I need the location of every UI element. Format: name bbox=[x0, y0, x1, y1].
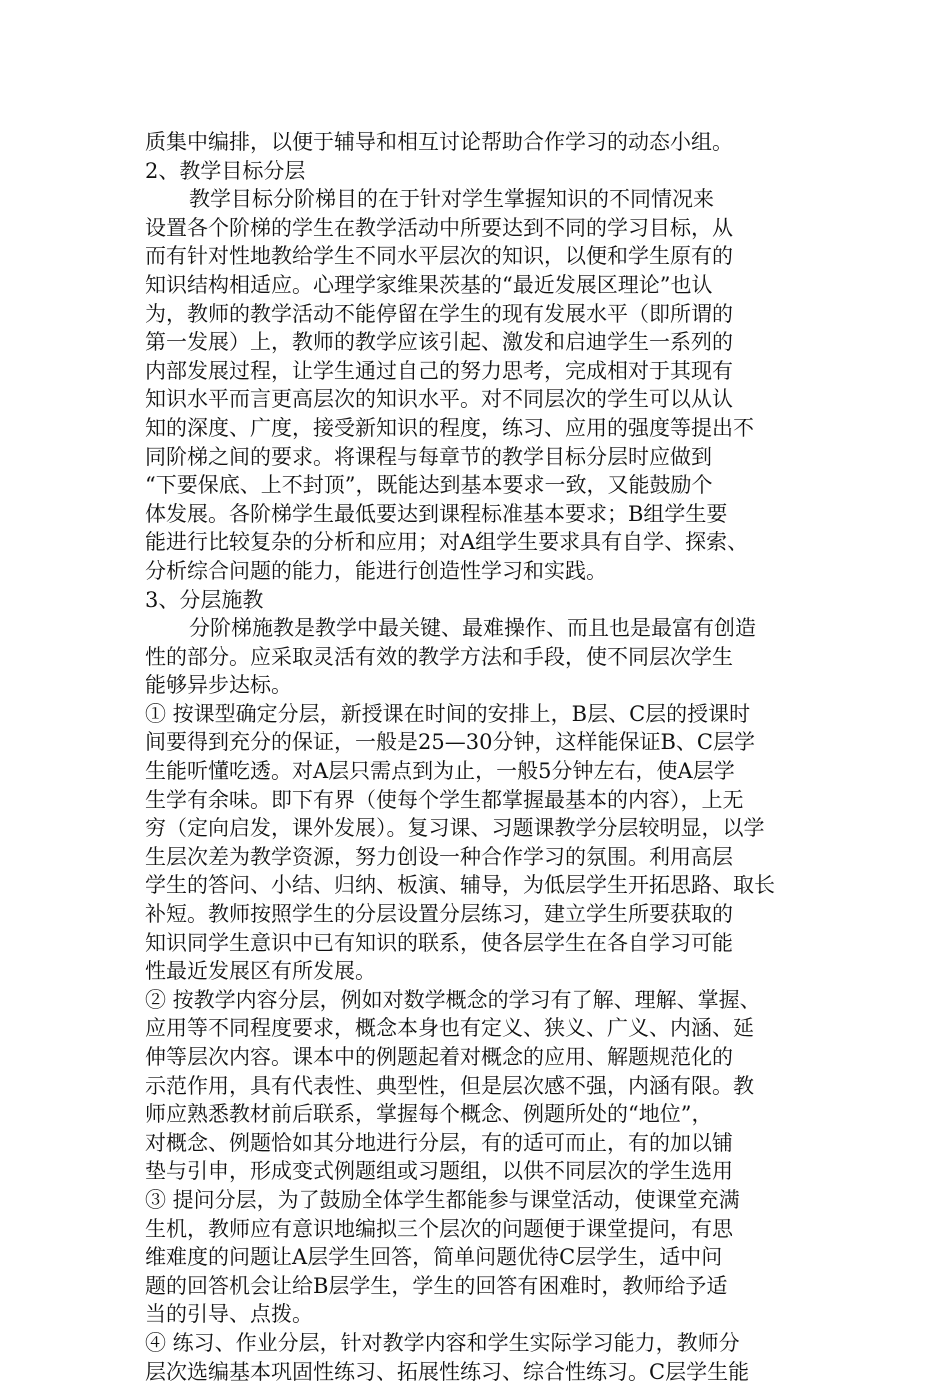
paragraph-line: 能进行比较复杂的分析和应用；对A组学生要求具有自学、探索、 bbox=[145, 530, 749, 555]
document-body bbox=[145, 128, 815, 1386]
list-item-line: 生能听懂吃透。对A层只需点到为止，一般5分钟左右，使A层学 bbox=[145, 759, 735, 784]
paragraph-line: 教学目标分阶梯目的在于针对学生掌握知识的不同情况来 bbox=[189, 187, 714, 212]
list-item-line: 维难度的问题让A层学生回答，简单问题优待C层学生，适中问 bbox=[145, 1245, 723, 1270]
list-item-line: ② 按教学内容分层，例如对数学概念的学习有了解、理解、掌握、 bbox=[145, 987, 761, 1012]
paragraph-line: 能够异步达标。 bbox=[145, 673, 292, 698]
list-item-line: 性最近发展区有所发展。 bbox=[145, 959, 376, 984]
list-item-line: 生学有余味。即下有界（使每个学生都掌握最基本的内容），上无 bbox=[145, 787, 744, 812]
paragraph-line: 知的深度、广度，接受新知识的程度，练习、应用的强度等提出不 bbox=[145, 415, 754, 440]
list-item-line: 应用等不同程度要求，概念本身也有定义、狭义、广义、内涵、延 bbox=[145, 1016, 754, 1041]
paragraph-line: 分阶梯施教是教学中最关键、最难操作、而且也是最富有创造 bbox=[189, 616, 756, 641]
list-item-line: 穷（定向启发，课外发展）。复习课、习题课教学分层较明显，以学 bbox=[145, 816, 765, 841]
list-item-line: 对概念、例题恰如其分地进行分层，有的适可而止，有的加以铺 bbox=[145, 1130, 733, 1155]
paragraph-line: 内部发展过程，让学生通过自己的努力思考，完成相对于其现有 bbox=[145, 358, 733, 383]
paragraph-line: 为，教师的教学活动不能停留在学生的现有发展水平（即所谓的 bbox=[145, 301, 733, 326]
paragraph-line: 而有针对性地教给学生不同水平层次的知识，以便和学生原有的 bbox=[145, 244, 733, 269]
list-item-line: ④ 练习、作业分层，针对教学内容和学生实际学习能力，教师分 bbox=[145, 1330, 740, 1355]
list-item-line: 生层次差为教学资源，努力创设一种合作学习的氛围。利用高层 bbox=[145, 844, 733, 869]
list-item-line: ① 按课型确定分层，新授课在时间的安排上，B层、C层的授课时 bbox=[145, 701, 751, 726]
paragraph-line: 设置各个阶梯的学生在教学活动中所要达到不同的学习目标，从 bbox=[145, 215, 733, 240]
paragraph-line: 质集中编排，以便于辅导和相互讨论帮助合作学习的动态小组。 bbox=[145, 130, 733, 154]
list-item-line: 层次选编基本巩固性练习、拓展性练习、综合性练习。C层学生能 bbox=[145, 1359, 750, 1384]
list-item-line: 示范作用，具有代表性、典型性，但是层次感不强，内涵有限。教 bbox=[145, 1073, 754, 1098]
list-item-line: 知识同学生意识中已有知识的联系，使各层学生在各自学习可能 bbox=[145, 930, 733, 955]
paragraph-line: 第一发展）上，教师的教学应该引起、激发和启迪学生一系列的 bbox=[145, 330, 733, 355]
paragraph-line: 体发展。各阶梯学生最低要达到课程标准基本要求；B组学生要 bbox=[145, 501, 728, 526]
section-heading: 3、分层施教 bbox=[145, 587, 264, 612]
paragraph-line: 同阶梯之间的要求。将课程与每章节的教学目标分层时应做到 bbox=[145, 444, 712, 469]
list-item-line: ③ 提问分层，为了鼓励全体学生都能参与课堂活动，使课堂充满 bbox=[145, 1187, 740, 1212]
section-heading: 2、教学目标分层 bbox=[145, 158, 306, 183]
list-item-line: 当的引导、点拨。 bbox=[145, 1302, 313, 1327]
list-item-line: 学生的答问、小结、归纳、板演、辅导，为低层学生开拓思路、取长 bbox=[145, 873, 775, 898]
list-item-line: 生机，教师应有意识地编拟三个层次的问题便于课堂提问，有思 bbox=[145, 1216, 733, 1241]
paragraph-line: “下要保底、上不封顶”，既能达到基本要求一致，又能鼓励个 bbox=[145, 473, 713, 498]
list-item-line: 间要得到充分的保证，一般是25—30分钟，这样能保证B、C层学 bbox=[145, 730, 755, 755]
paragraph-line: 知识水平而言更高层次的知识水平。对不同层次的学生可以从认 bbox=[145, 387, 733, 412]
paragraph-line: 知识结构相适应。心理学家维果茨基的“最近发展区理论”也认 bbox=[145, 272, 713, 297]
paragraph-line: 性的部分。应采取灵活有效的教学方法和手段，使不同层次学生 bbox=[145, 644, 733, 669]
list-item-line: 题的回答机会让给B层学生，学生的回答有困难时，教师给予适 bbox=[145, 1273, 728, 1298]
list-item-line: 师应熟悉教材前后联系，掌握每个概念、例题所处的“地位”， bbox=[145, 1102, 713, 1127]
list-item-line: 补短。教师按照学生的分层设置分层练习，建立学生所要获取的 bbox=[145, 902, 733, 927]
paragraph-line: 分析综合问题的能力，能进行创造性学习和实践。 bbox=[145, 558, 607, 583]
list-item-line: 伸等层次内容。课本中的例题起着对概念的应用、解题规范化的 bbox=[145, 1045, 733, 1069]
list-item-line: 垫与引申，形成变式例题组或习题组，以供不同层次的学生选用 bbox=[145, 1159, 733, 1184]
